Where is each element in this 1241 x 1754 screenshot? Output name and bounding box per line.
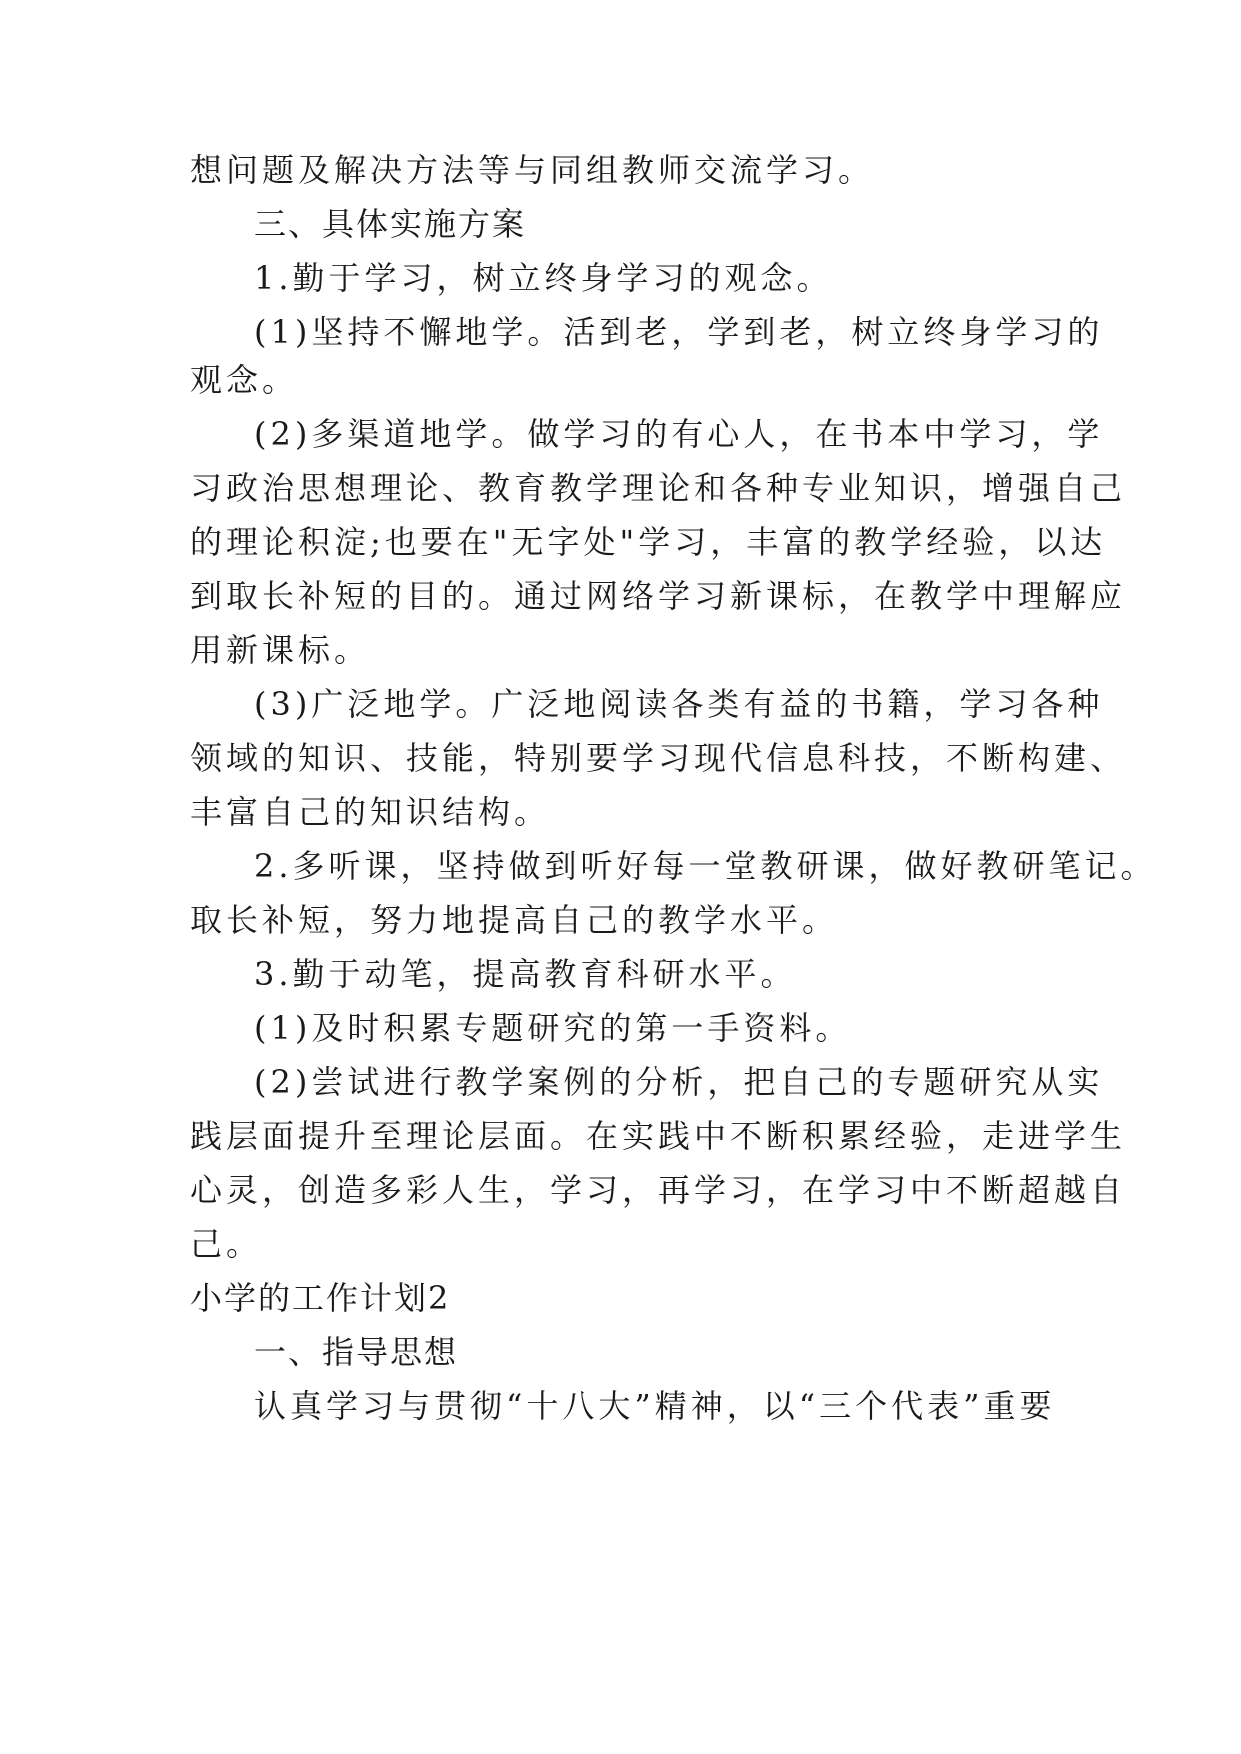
section-heading: 一、指导思想 xyxy=(254,1333,459,1371)
paragraph-line: (1)及时积累专题研究的第一手资料。 xyxy=(254,1009,852,1047)
section-heading: 三、具体实施方案 xyxy=(254,205,527,243)
paragraph-line: 领域的知识、技能，特别要学习现代信息科技，不断构建、 xyxy=(190,739,1127,777)
section-title: 小学的工作计划2 xyxy=(190,1279,451,1317)
paragraph-line: (2)尝试进行教学案例的分析，把自己的专题研究从实 xyxy=(254,1063,1104,1101)
paragraph-line: 践层面提升至理论层面。在实践中不断积累经验，走进学生 xyxy=(190,1117,1127,1155)
paragraph-line: 用新课标。 xyxy=(190,631,371,669)
paragraph-line: 观念。 xyxy=(190,361,299,399)
paragraph-line: (1)坚持不懈地学。活到老，学到老，树立终身学习的 xyxy=(254,313,1104,351)
paragraph-line: 到取长补短的目的。通过网络学习新课标，在教学中理解应 xyxy=(190,577,1127,615)
paragraph-line: 己。 xyxy=(190,1225,263,1263)
paragraph-line: 的理论积淀;也要在"无字处"学习，丰富的教学经验，以达 xyxy=(190,523,1107,561)
paragraph-line: 心灵，创造多彩人生，学习，再学习，在学习中不断超越自 xyxy=(190,1171,1127,1209)
paragraph-line: 1.勤于学习，树立终身学习的观念。 xyxy=(254,259,833,297)
paragraph-line: (2)多渠道地学。做学习的有心人，在书本中学习，学 xyxy=(254,415,1104,453)
paragraph-line: 取长补短，努力地提高自己的教学水平。 xyxy=(190,901,839,939)
paragraph-line: 3.勤于动笔，提高教育科研水平。 xyxy=(254,955,797,993)
paragraph-line: (3)广泛地学。广泛地阅读各类有益的书籍，学习各种 xyxy=(254,685,1104,723)
paragraph-line: 认真学习与贯彻“十八大”精神，以“三个代表”重要 xyxy=(254,1387,1056,1425)
paragraph-line: 2.多听课，坚持做到听好每一堂教研课，做好教研笔记。 xyxy=(254,847,1157,885)
paragraph-line: 想问题及解决方法等与同组教师交流学习。 xyxy=(190,151,875,189)
paragraph-line: 习政治思想理论、教育教学理论和各种专业知识，增强自己 xyxy=(190,469,1127,507)
paragraph-line: 丰富自己的知识结构。 xyxy=(190,793,551,831)
